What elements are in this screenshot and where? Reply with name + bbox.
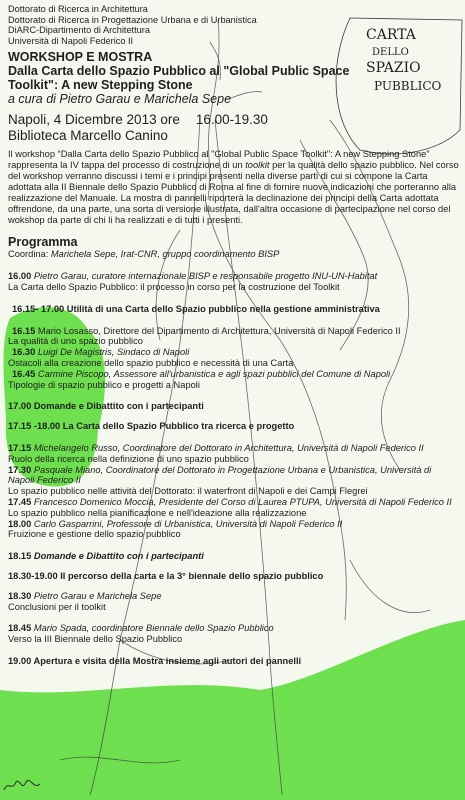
- item-1815: 18.15 Domande e Dibattito con i partecipanti: [8, 551, 204, 562]
- programma-heading: Programma: [8, 235, 78, 250]
- item-1645: 16.45 Carmine Piscopo, Assessore all'urbanistica e agli spazi pubblici del Comune di Napoli: [12, 368, 391, 379]
- date: Napoli, 4 Dicembre 2013 ore: [8, 112, 180, 128]
- item-1830b-title: Conclusioni per il toolkit: [8, 601, 106, 612]
- workshop-subtitle: Dalla Carta dello Spazio Pubblico al "Global Public Space Toolkit": A new Stepping Stone: [8, 64, 350, 93]
- item-1845-title: Verso la III Biennale dello Spazio Pubblico: [8, 634, 183, 645]
- item-1700: 17.00 Domande e Dibattito con i partecipanti: [8, 401, 204, 412]
- item-1715: 17.15 -18.00 La Carta dello Spazio Pubblico tra ricerca e progetto: [8, 421, 295, 432]
- item-1645-title: Tipologie di spazio pubblico e progetti a Napoli: [8, 379, 200, 390]
- item-1800-title: Fruizione e gestione dello spazio pubblico: [8, 529, 181, 540]
- item-1615b-title: La qualità di uno spazio pubblico: [8, 336, 143, 347]
- logo-spazio: SPAZIO: [366, 60, 421, 76]
- item-1600: 16.00 Pietro Garau, curatore internazionale BISP e responsabile progetto INU-UN-Habitat: [8, 271, 378, 282]
- workshop-title: WORKSHOP E MOSTRA: [8, 50, 153, 65]
- institution-2: Dottorato di Ricerca in Progettazione Urbana e di Urbanistica: [8, 14, 257, 25]
- item-1900: 19.00 Apertura e visita della Mostra insieme agli autori dei pannelli: [8, 655, 302, 666]
- logo-carta: CARTA: [366, 27, 416, 43]
- item-1730-title: Lo spazio pubblico nelle attività del Dottorato: il waterfront di Napoli e dei Campi Flegrei: [8, 486, 368, 497]
- institution-4: Università di Napoli Federico II: [8, 35, 134, 46]
- time: 16.00-19.30: [195, 112, 268, 128]
- item-1630: 16.30 Luigi De Magistris, Sindaco di Napoli: [12, 347, 190, 358]
- coordination: Coordina: Marichela Sepe, Irat-CNR, gruppo coordinamento BISP: [8, 249, 280, 260]
- item-1715b: 17.15 Michelangelo Russo, Coordinatore del Dottorato in Architettura, Università di Napoli Federico II: [8, 442, 424, 453]
- item-1745-title: Lo spazio pubblico nella pianificazione e nell'ideazione alla realizzazione: [8, 507, 307, 518]
- curated-by: a cura di Pietro Garau e Marichela Sepe: [8, 92, 232, 107]
- item-1600-title: La Carta dello Spazio Pubblico: il processo in corso per la costruzione del Toolkit: [8, 281, 340, 292]
- content: [8, 4, 460, 667]
- logo-pubblico: PUBBLICO: [374, 79, 442, 93]
- item-1615: 16.15- 17.00 Utilità di una Carta dello Spazio pubblico nella gestione amministrativa: [12, 303, 380, 314]
- institution-3: DiARC-Dipartimento di Architettura: [8, 25, 150, 36]
- description: Il workshop “Dalla Carta dello Spazio Pubblico al "Global Public Space Toolkit": A new Stepping Stone” rappresenta la IV tappa del processo di costruzione di un toolkit per la qualità dello spazio pubblico. Nel corso del workshop verranno discussi i temi e i principi presenti nella diverse parti di cui si compone la Carta adottata alla II Biennale dello Spazio Pubblico di Roma al fine di fornire nuove indicazioni che porteranno alla realizzazione del Manuale. La mostra di pannelli riporterà la declinazione dei principi della Carta adottata offrendone, da una parte, una sorta di versione illustrata, dall'altra occasione di partecipazione nel corso del wokshop da parte di chi li ha realizzati e di tutti i presenti.: [8, 149, 459, 226]
- venue: Biblioteca Marcello Canino: [8, 128, 168, 144]
- institution-1: Dottorato di Ricerca in Architettura: [8, 4, 148, 14]
- item-1715b-title: Ruolo della ricerca nella definizione di uno spazio pubblico: [8, 453, 249, 464]
- logo-dello: DELLO: [372, 47, 409, 58]
- item-1830b: 18.30 Pietro Garau e Marichela Sepe: [8, 590, 162, 601]
- item-1845: 18.45 Mario Spada, coordinatore Biennale dello Spazio Pubblico: [8, 623, 274, 634]
- item-1615b: 16.15 Mario Losasso, Direttore del Dipartimento di Architettura, Università di Napoli Federico II: [12, 325, 401, 336]
- item-1630-title: Ostacoli alla creazione dello spazio pubblico e necessità di una Carta: [8, 357, 294, 368]
- item-1730: 17.30 Pasquale Miano, Coordinatore del Dottorato in Progettazione Urbana e Urbanistica, Università di Napoli Federico II: [8, 464, 432, 486]
- item-1830: 18.30-19.00 Il percorso della carta e la 3° biennale dello spazio pubblico: [8, 570, 324, 581]
- date-time: [8, 112, 460, 128]
- item-1800: 18.00 Carlo Gasparrini, Professore di Urbanistica, Università di Napoli Federico II: [8, 518, 343, 529]
- item-1745: 17.45 Francesco Domenico Moccia, Presidente del Corso di Laurea PTUPA, Università di Napoli Federico II: [8, 496, 452, 507]
